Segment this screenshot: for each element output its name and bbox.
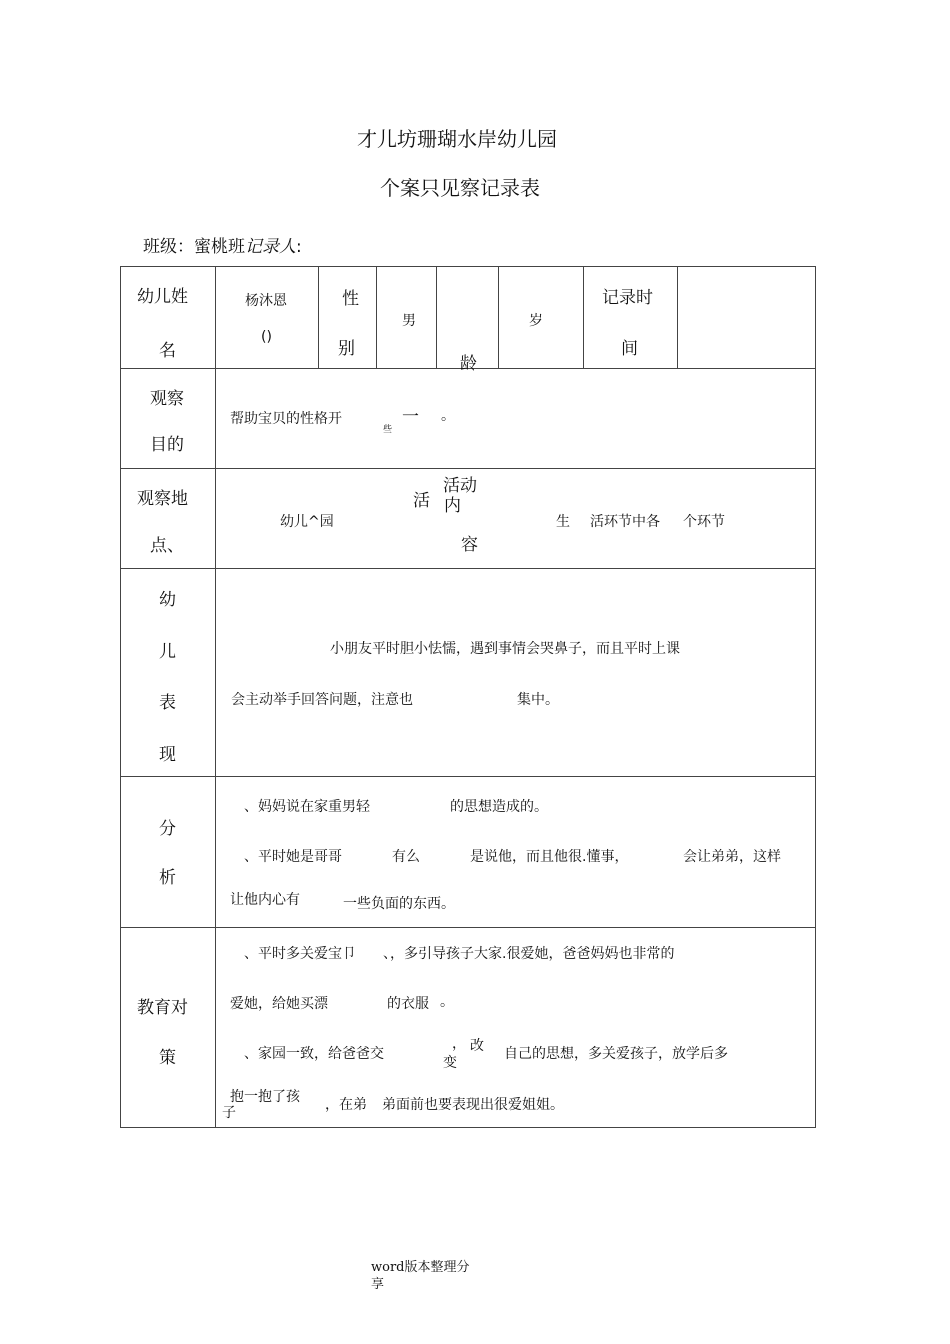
table-col-divider (318, 266, 319, 368)
behavior-label-char: 现 (159, 745, 176, 765)
analysis-text: 、妈妈说在家重男轻 (244, 799, 370, 815)
table-col-divider (498, 266, 499, 368)
behavior-label-char: 表 (159, 693, 176, 713)
purpose-label-top: 观察 (150, 389, 184, 409)
child-name-value: 杨沐恩 (245, 293, 287, 309)
place-label-bottom: 点、 (150, 536, 184, 556)
behavior-text-line: 小朋友平时胆小怯懦，遇到事情会哭鼻子，而且平时上课 (330, 641, 680, 657)
strategy-label-top: 教育对 (137, 998, 188, 1018)
strategy-text: 的衣服 (387, 996, 429, 1012)
strategy-text: 自己的思想，多关爱孩子，放学后多 (504, 1046, 728, 1062)
activity-content-text: 活环节中各 (590, 514, 660, 530)
strategy-text: 。 (440, 994, 454, 1010)
analysis-text: 、平时她是哥哥 (244, 849, 342, 865)
strategy-text: 子 (222, 1105, 236, 1121)
table-col-divider (436, 266, 437, 368)
age-unit: 岁 (529, 313, 543, 329)
behavior-label-char: 幼 (159, 590, 176, 610)
strategy-text: 变 (443, 1055, 457, 1071)
table-col-divider (583, 266, 584, 368)
activity-label-bottom: 容 (461, 535, 478, 555)
child-name-paren: () (261, 329, 272, 345)
recorder-colon: : (296, 237, 302, 257)
table-row-divider (120, 776, 816, 777)
behavior-label-char: 儿 (159, 642, 176, 662)
table-border-bottom (120, 1127, 816, 1128)
strategy-text: 改 (470, 1038, 484, 1054)
activity-label-top: 活动 (443, 476, 477, 496)
strategy-text: 弟面前也要表现出很爱姐姐。 (382, 1097, 564, 1113)
table-row-divider (120, 468, 816, 469)
school-title: 才儿坊珊瑚水岸幼儿园 (357, 127, 557, 151)
child-name-label-bottom: 名 (159, 341, 176, 361)
record-time-label-bottom: 间 (621, 339, 638, 359)
analysis-text: 一些负面的东西。 (343, 896, 455, 912)
strategy-text: 爱她，给她买漂 (230, 996, 328, 1012)
place-value: 幼儿^园 (280, 514, 334, 530)
place-label-top: 观察地 (137, 489, 188, 509)
form-title: 个案只见察记录表 (380, 176, 540, 200)
purpose-label-bottom: 目的 (150, 435, 184, 455)
child-name-label-top: 幼儿姓 (137, 287, 188, 307)
purpose-fragment-end: 。 (441, 408, 455, 424)
analysis-label-bottom: 析 (159, 868, 176, 888)
table-border-left (120, 266, 121, 1128)
footer-text-line: 享 (371, 1277, 385, 1292)
table-col-divider (376, 266, 377, 368)
analysis-text: 有么 (392, 849, 420, 865)
purpose-fragment-dash: 一 (402, 407, 419, 427)
class-value: 蜜桃班 (194, 237, 245, 257)
behavior-text-line: 会主动举手回答问题，注意也 (231, 692, 413, 708)
gender-label-bottom: 别 (338, 339, 355, 359)
table-col-divider (215, 266, 216, 1128)
strategy-text: 抱一抱了孩 (230, 1089, 300, 1105)
strategy-text: ，在弟 (325, 1097, 367, 1113)
analysis-text: 会让弟弟，这样 (683, 849, 781, 865)
strategy-text: 、，多引导孩子大家.很爱她，爸爸妈妈也非常的 (383, 946, 675, 962)
table-row-divider (120, 568, 816, 569)
analysis-label-top: 分 (159, 819, 176, 839)
activity-content-text-end: 个环节 (683, 514, 725, 530)
behavior-text-line: 集中。 (517, 692, 559, 708)
activity-label-mid: 内 (444, 496, 461, 516)
activity-label-huo: 活 (413, 491, 430, 511)
class-label: 班级： (143, 237, 194, 257)
gender-label-top: 性 (342, 289, 359, 309)
record-time-label-top: 记录时 (602, 288, 653, 308)
purpose-fragment-small: 些 (383, 425, 393, 435)
gender-value: 男 (402, 313, 416, 329)
analysis-text: 让他内心有 (230, 892, 300, 908)
footer-text-line: word版本整理分 (371, 1260, 470, 1275)
class-line (143, 232, 302, 257)
strategy-text: 、家园一致，给爸爸交 (244, 1046, 384, 1062)
table-border-top (120, 266, 816, 267)
strategy-label-bottom: 策 (159, 1048, 176, 1068)
age-label: 龄 (460, 354, 477, 374)
table-row-divider (120, 927, 816, 928)
purpose-text: 帮助宝贝的性格开 (230, 411, 342, 427)
activity-content-sheng: 生 (556, 514, 570, 530)
strategy-text: ， (452, 1036, 466, 1052)
analysis-text: 的思想造成的。 (450, 799, 548, 815)
analysis-text: 是说他，而且他很.懂事， (470, 849, 629, 865)
table-col-divider (677, 266, 678, 368)
strategy-text: 、平时多关爱宝卩 (244, 946, 356, 962)
table-border-right (815, 266, 816, 1128)
recorder-label: 记录人 (245, 237, 296, 257)
